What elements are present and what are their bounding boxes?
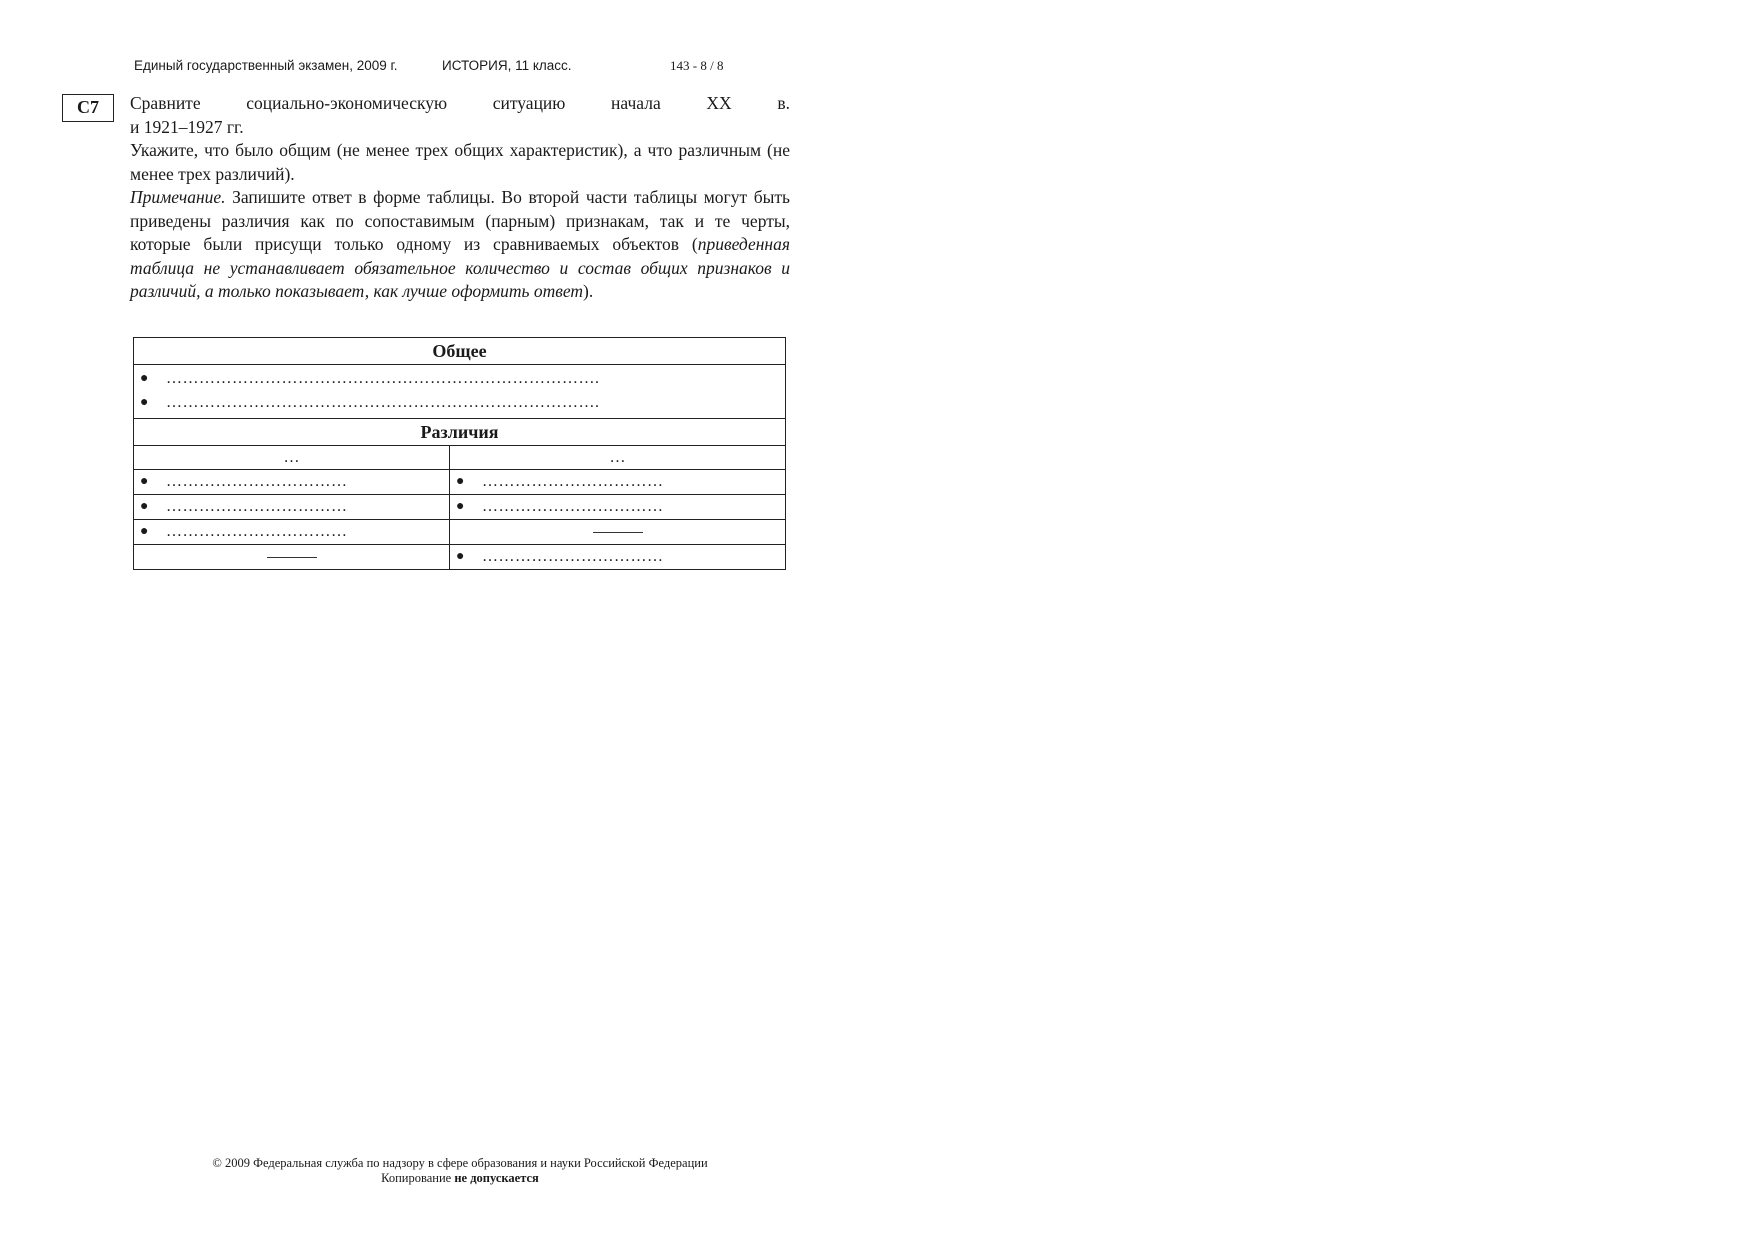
bullet-icon: ● [140, 474, 149, 489]
dotted-line: …………………………… [482, 473, 664, 490]
common-item-2 [140, 391, 779, 415]
diff-left-empty-cell[interactable] [134, 545, 450, 570]
diff-right-cell[interactable] [450, 470, 786, 495]
task-line-1: Сравните социально-экономическую ситуацию начала XX в. [130, 93, 790, 113]
dotted-line: …………………………… [166, 523, 348, 540]
exam-title: Единый государственный экзамен, 2009 г. [134, 58, 398, 73]
common-item-1 [140, 367, 779, 391]
diff-right-cell[interactable] [450, 495, 786, 520]
bullet-icon: ● [140, 371, 149, 386]
diff-left-cell[interactable] [134, 470, 450, 495]
bullet-icon: ● [140, 524, 149, 539]
page-footer [0, 1156, 920, 1186]
note-italic: приведенная таблица не устанавливает обязательное количество и состав общих признаков и различий, а только показывает, как лучше оформить ответ [130, 234, 790, 301]
dotted-line: …………………………… [166, 498, 348, 515]
bullet-icon: ● [140, 499, 149, 514]
subject-title: ИСТОРИЯ, 11 класс. [442, 58, 572, 73]
page-number: 143 - 8 / 8 [670, 58, 724, 73]
common-cell[interactable] [134, 365, 786, 419]
copy-notice-prefix: Копирование [381, 1171, 455, 1185]
empty-dash [267, 557, 317, 558]
bullet-icon: ● [140, 395, 149, 410]
answer-table [133, 337, 786, 570]
diff-right-cell[interactable] [450, 545, 786, 570]
note-label: Примечание. [130, 187, 226, 207]
dotted-line: …………………………… [166, 473, 348, 490]
col-left-header: … [134, 446, 450, 470]
note-text: Запишите ответ в форме таблицы. Во второй части таблицы могут быть приведены различия как по сопоставимым (парным) признакам, так и те черты, которые были присущи только одному из сравниваемых объектов ( [130, 187, 790, 254]
bullet-icon: ● [456, 549, 465, 564]
diff-left-cell[interactable] [134, 520, 450, 545]
copyright-line: © 2009 Федеральная служба по надзору в сфере образования и науки Российской Федерации [212, 1156, 708, 1170]
task-instruction: Укажите, что было общим (не менее трех общих характеристик), а что различным (не менее трех различий). [130, 140, 790, 184]
task-text [130, 92, 790, 304]
diff-left-cell[interactable] [134, 495, 450, 520]
dotted-line: …………………………… [482, 498, 664, 515]
copy-notice-bold: не допускается [454, 1171, 539, 1185]
task-line-2: и 1921–1927 гг. [130, 116, 244, 137]
common-header: Общее [134, 338, 786, 365]
diff-right-empty-cell[interactable] [450, 520, 786, 545]
dotted-line: ……………………………………………………………………. [166, 370, 600, 387]
col-right-header: … [450, 446, 786, 470]
bullet-icon: ● [456, 499, 465, 514]
note-end: ). [583, 281, 594, 301]
dotted-line: ……………………………………………………………………. [166, 394, 600, 411]
bullet-icon: ● [456, 474, 465, 489]
empty-dash [593, 532, 643, 533]
copy-notice [0, 1171, 920, 1186]
differences-header: Различия [134, 419, 786, 446]
dotted-line: …………………………… [482, 548, 664, 565]
task-code-box: С7 [62, 94, 114, 122]
task-note [130, 186, 790, 304]
